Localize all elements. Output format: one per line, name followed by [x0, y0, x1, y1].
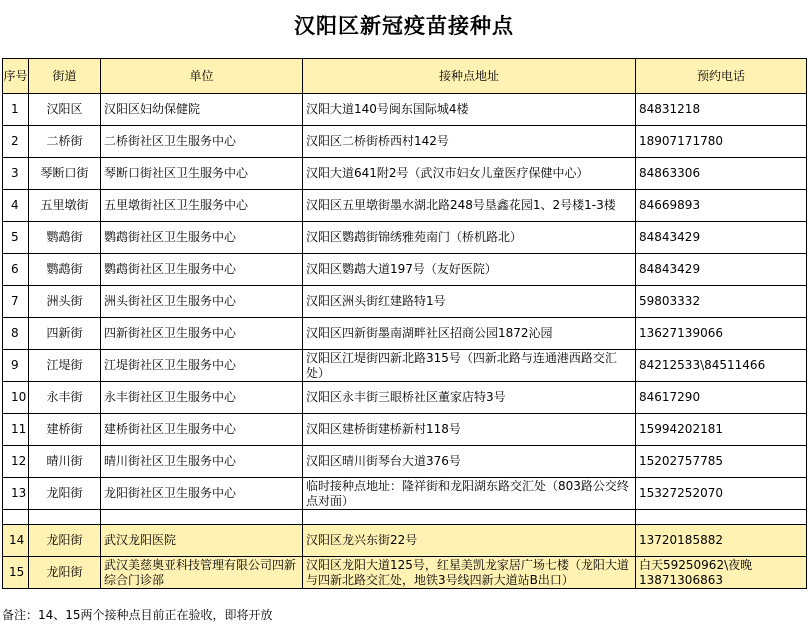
cell-phone: 84843429 — [636, 222, 807, 254]
table-row — [3, 525, 807, 557]
header-unit: 单位 — [101, 59, 303, 94]
table-row — [3, 382, 807, 414]
cell-street: 鹦鹉街 — [29, 254, 101, 286]
cell-street: 鹦鹉街 — [29, 222, 101, 254]
cell-phone: 84617290 — [636, 382, 807, 414]
cell-address: 汉阳区四新街墨南湖畔社区招商公园1872沁园 — [303, 318, 636, 350]
spacer-row — [3, 510, 807, 525]
cell-address: 临时接种点地址：隆祥街和龙阳湖东路交汇处（803路公交终点对面） — [303, 478, 636, 510]
table-row — [3, 286, 807, 318]
table-row — [3, 350, 807, 382]
table-row — [3, 222, 807, 254]
cell-address: 汉阳区龙阳大道125号，红星美凯龙家居广场七楼（龙阳大道与四新北路交汇处，地铁3号线四新大道站B出口） — [303, 557, 636, 589]
cell-street: 建桥街 — [29, 414, 101, 446]
cell-address: 汉阳区二桥街桥西村142号 — [303, 126, 636, 158]
cell-address: 汉阳区龙兴东街22号 — [303, 525, 636, 557]
cell-seq: 3 — [3, 158, 29, 190]
cell-phone: 白天59250962\夜晚13871306863 — [636, 557, 807, 589]
cell-seq: 4 — [3, 190, 29, 222]
cell-seq: 14 — [3, 525, 29, 557]
cell-address: 汉阳大道641附2号（武汉市妇女儿童医疗保健中心） — [303, 158, 636, 190]
cell-seq: 15 — [3, 557, 29, 589]
header-seq: 序号 — [3, 59, 29, 94]
table-row — [3, 414, 807, 446]
cell-address: 汉阳区江堤街四新北路315号（四新北路与连通港西路交汇处） — [303, 350, 636, 382]
cell-phone: 84863306 — [636, 158, 807, 190]
cell-phone: 13627139066 — [636, 318, 807, 350]
cell-street: 龙阳街 — [29, 557, 101, 589]
cell-unit: 鹦鹉街社区卫生服务中心 — [101, 254, 303, 286]
table-row — [3, 126, 807, 158]
cell-unit: 永丰街社区卫生服务中心 — [101, 382, 303, 414]
cell-seq: 7 — [3, 286, 29, 318]
cell-unit: 晴川街社区卫生服务中心 — [101, 446, 303, 478]
cell-phone: 84669893 — [636, 190, 807, 222]
cell-street: 五里墩街 — [29, 190, 101, 222]
table-row — [3, 478, 807, 510]
cell-seq: 13 — [3, 478, 29, 510]
cell-unit: 江堤街社区卫生服务中心 — [101, 350, 303, 382]
cell-phone: 59803332 — [636, 286, 807, 318]
cell-phone: 15994202181 — [636, 414, 807, 446]
table-row — [3, 158, 807, 190]
cell-phone: 84831218 — [636, 94, 807, 126]
table-row — [3, 190, 807, 222]
header-street: 街道 — [29, 59, 101, 94]
header-phone: 预约电话 — [636, 59, 807, 94]
cell-unit: 琴断口街社区卫生服务中心 — [101, 158, 303, 190]
table-row — [3, 254, 807, 286]
cell-address: 汉阳大道140号闽东国际城4楼 — [303, 94, 636, 126]
cell-unit: 二桥街社区卫生服务中心 — [101, 126, 303, 158]
cell-address: 汉阳区鹦鹉大道197号（友好医院） — [303, 254, 636, 286]
spacer-cell — [101, 510, 303, 525]
cell-street: 洲头街 — [29, 286, 101, 318]
cell-street: 四新街 — [29, 318, 101, 350]
spacer-cell — [303, 510, 636, 525]
cell-phone: 84843429 — [636, 254, 807, 286]
vaccination-sites-table — [2, 58, 807, 589]
cell-seq: 12 — [3, 446, 29, 478]
cell-address: 汉阳区五里墩街墨水湖北路248号垦鑫花园1、2号楼1-3楼 — [303, 190, 636, 222]
cell-seq: 11 — [3, 414, 29, 446]
header-address: 接种点地址 — [303, 59, 636, 94]
cell-seq: 5 — [3, 222, 29, 254]
cell-street: 琴断口街 — [29, 158, 101, 190]
page-title: 汉阳区新冠疫苗接种点 — [294, 13, 514, 38]
spacer-cell — [29, 510, 101, 525]
cell-phone: 84212533\84511466 — [636, 350, 807, 382]
cell-seq: 9 — [3, 350, 29, 382]
cell-address: 汉阳区永丰街三眼桥社区董家店特3号 — [303, 382, 636, 414]
cell-unit: 武汉美慈奥亚科技管理有限公司四新综合门诊部 — [101, 557, 303, 589]
cell-phone: 15327252070 — [636, 478, 807, 510]
cell-street: 汉阳区 — [29, 94, 101, 126]
cell-address: 汉阳区鹦鹉街锦绣雅苑南门（桥机路北） — [303, 222, 636, 254]
table-row — [3, 94, 807, 126]
table-row — [3, 557, 807, 589]
cell-seq: 2 — [3, 126, 29, 158]
table-header-row — [3, 59, 807, 94]
cell-address: 汉阳区洲头街红建路特1号 — [303, 286, 636, 318]
table-row — [3, 446, 807, 478]
cell-address: 汉阳区晴川街琴台大道376号 — [303, 446, 636, 478]
cell-street: 江堤街 — [29, 350, 101, 382]
cell-unit: 鹦鹉街社区卫生服务中心 — [101, 222, 303, 254]
cell-street: 龙阳街 — [29, 478, 101, 510]
cell-street: 龙阳街 — [29, 525, 101, 557]
cell-street: 永丰街 — [29, 382, 101, 414]
spacer-cell — [636, 510, 807, 525]
cell-address: 汉阳区建桥街建桥新村118号 — [303, 414, 636, 446]
cell-unit: 建桥街社区卫生服务中心 — [101, 414, 303, 446]
cell-seq: 1 — [3, 94, 29, 126]
spacer-cell — [3, 510, 29, 525]
cell-street: 二桥街 — [29, 126, 101, 158]
cell-unit: 洲头街社区卫生服务中心 — [101, 286, 303, 318]
cell-seq: 8 — [3, 318, 29, 350]
cell-seq: 10 — [3, 382, 29, 414]
cell-unit: 龙阳街社区卫生服务中心 — [101, 478, 303, 510]
table-row — [3, 318, 807, 350]
cell-street: 晴川街 — [29, 446, 101, 478]
cell-unit: 武汉龙阳医院 — [101, 525, 303, 557]
cell-unit: 五里墩街社区卫生服务中心 — [101, 190, 303, 222]
cell-unit: 四新街社区卫生服务中心 — [101, 318, 303, 350]
cell-phone: 18907171780 — [636, 126, 807, 158]
cell-phone: 15202757785 — [636, 446, 807, 478]
cell-unit: 汉阳区妇幼保健院 — [101, 94, 303, 126]
cell-seq: 6 — [3, 254, 29, 286]
cell-phone: 13720185882 — [636, 525, 807, 557]
footnote: 备注：14、15两个接种点目前正在验收，即将开放 — [2, 608, 273, 622]
